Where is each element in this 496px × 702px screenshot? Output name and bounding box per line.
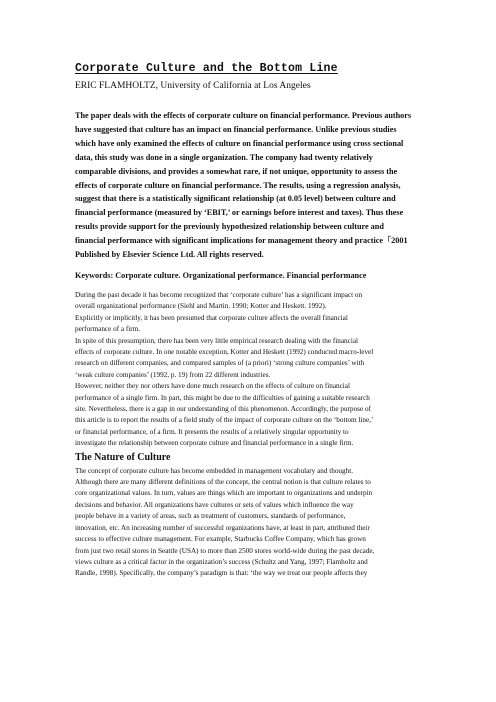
section-heading: The Nature of Culture — [75, 451, 171, 463]
body-paragraph — [75, 466, 435, 580]
body-paragraph — [75, 290, 435, 336]
paragraph-line: Although there are many different definitions of the concept, the central notion is that culture relates to — [75, 478, 371, 487]
paragraph-line: site. Nevertheless, there is a gap in our understanding of this phenomenon. Accordingly, the purpose of — [75, 405, 371, 414]
paragraph-line: views culture as a critical factor in the organization’s success (Schultz and Yang, 1997; Flamholtz and — [75, 557, 368, 566]
abstract-line: results provide support for the previously hypothesized relationship between culture and — [75, 222, 384, 232]
abstract-line: have suggested that culture has an impact on financial performance. Unlike previous studies — [75, 124, 397, 134]
paragraph-line: people behave in a variety of areas, such as treatment of customers, standards of performance, — [75, 512, 346, 521]
abstract-line: data, this study was done in a single organization. The company had twenty relatively — [75, 152, 373, 162]
paragraph-line: investigate the relationship between corporate culture and financial performance in a single firm. — [75, 439, 354, 448]
paragraph-line: Randle, 1998). Specifically, the company’s paradigm is that: ‘the way we treat our people affects they — [75, 569, 368, 578]
abstract-line: which have only examined the effects of culture on financial performance using cross sectional — [75, 138, 404, 148]
paper-page — [75, 62, 435, 580]
author-line: ERIC FLAMHOLTZ, University of California at Los Angeles — [75, 81, 311, 91]
paragraph-line: from just two retail stores in Seattle (USA) to more than 2500 stores world-wide during the past decade, — [75, 546, 375, 555]
paragraph-line: performance of a single firm. In part, this might be due to the difficulties of gaining a suitable research — [75, 393, 370, 402]
abstract-line: financial performance with significant implications for management theory and practice「2001 — [75, 236, 408, 246]
paragraph-line: innovation, etc. An increasing number of successful organizations have, at least in part, attributed their — [75, 523, 370, 532]
paragraph-line: decisions and behavior. All organizations have cultures or sets of values which influence the way — [75, 500, 354, 509]
paragraph-line: performance of a firm. — [75, 325, 141, 334]
paragraph-line: During the past decade it has become recognized that ‘corporate culture’ has a significant impact on — [75, 290, 363, 299]
abstract-line: The paper deals with the effects of corporate culture on financial performance. Previous authors — [75, 111, 412, 120]
body-paragraph — [75, 381, 435, 449]
paragraph-line: or financial performance, of a firm. It presents the results of a relatively singular opportunity to — [75, 427, 349, 436]
paragraph-line: research on different companies, and compared samples of (a priori) ‘strong culture companies’ with — [75, 359, 365, 368]
paragraph-line: core organizational values. In turn, values are things which are important to organizations and underpin — [75, 489, 373, 498]
paragraph-line: overall organizational performance (Siehl and Martin. 1990; Kotter and Heskett. 1992). — [75, 302, 327, 311]
abstract — [75, 109, 435, 262]
paragraph-line: ‘weak culture companies’ (1992, p. 19) from 22 different industries. — [75, 370, 271, 379]
abstract-line: Published by Elsevier Science Ltd. All rights reserved. — [75, 250, 264, 260]
paragraph-line: success to effective culture management. For example, Starbucks Coffee Company, which has grown — [75, 535, 366, 544]
paragraph-line: effects of corporate culture. In one notable exception, Kotter and Heskett (1992) conducted macro-level — [75, 348, 374, 356]
abstract-line: effects of corporate culture on financial performance. The results, using a regression analysis, — [75, 180, 401, 190]
paragraph-line: Explicitly or implicitly, it has been presumed that corporate culture affects the overall financial — [75, 313, 348, 322]
paper-title: Corporate Culture and the Bottom Line — [75, 62, 338, 75]
paragraph-line: However, neither they nor others have done much research on the effects of culture on financial — [75, 382, 350, 391]
paragraph-line: The concept of corporate culture has become embedded in management vocabulary and thought. — [75, 466, 354, 475]
paragraph-line: this article is to report the results of a field study of the impact of corporate culture on the ‘bottom line,’ — [75, 416, 374, 425]
keywords: Keywords: Corporate culture. Organizational performance. Financial performance — [75, 270, 367, 280]
abstract-line: comparable divisions, and provides a somewhat rare, if not unique, opportunity to assess the — [75, 166, 398, 176]
body-paragraph — [75, 336, 435, 382]
abstract-line: financial performance (measured by ‘EBIT,’ or earnings before interest and taxes). Thus these — [75, 208, 404, 218]
paragraph-line: In spite of this presumption, there has been very little empirical research dealing with the financial — [75, 336, 359, 345]
abstract-line: suggest that there is a statistically significant relationship (at 0.05 level) between culture and — [75, 194, 396, 204]
